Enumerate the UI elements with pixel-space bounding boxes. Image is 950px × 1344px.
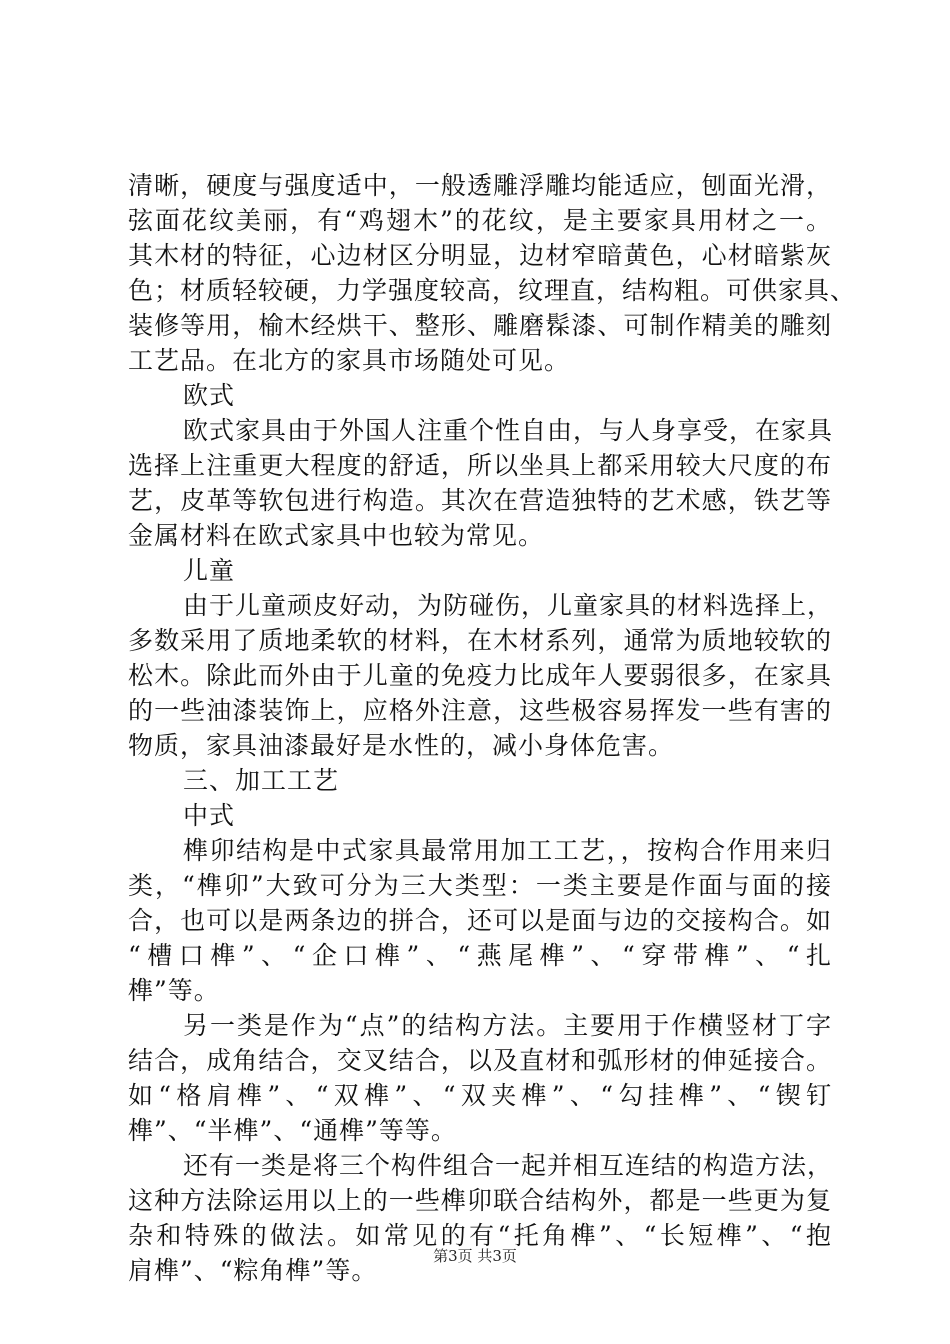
- text-line: 欧式家具由于外国人注重个性自由，与人身享受，在家具: [183, 416, 834, 445]
- section-heading: 中式: [183, 801, 236, 830]
- text-line: 榫卯结构是中式家具最常用加工工艺，，按构合作用来归: [183, 836, 832, 865]
- text-line: 物质，家具油漆最好是水性的，减小身体危害。: [128, 731, 675, 760]
- text-line: 清晰，硬度与强度适中，一般透雕浮雕均能适应，刨面光滑，: [128, 171, 832, 200]
- text-line: 选择上注重更大程度的舒适，所以坐具上都采用较大尺度的布: [128, 451, 832, 480]
- text-line: 另一类是作为“点”的结构方法。主要用于作横竖材丁字: [183, 1011, 832, 1040]
- text-line: 如“格肩榫”、“双榫”、“双夹榫”、“勾挂榫”、“锲钉: [128, 1081, 832, 1110]
- section-heading: 三、加工工艺: [183, 766, 340, 795]
- text-line: 合，也可以是两条边的拼合，还可以是面与边的交接构合。如: [128, 906, 832, 935]
- text-line: 其木材的特征，心边材区分明显，边材窄暗黄色，心材暗紫灰: [128, 241, 832, 270]
- section-heading: 儿童: [183, 556, 236, 585]
- page-footer: 第3页 共3页: [433, 1247, 517, 1265]
- text-line: 的一些油漆装饰上，应格外注意，这些极容易挥发一些有害的: [128, 696, 832, 725]
- text-line: 松木。除此而外由于儿童的免疫力比成年人要弱很多，在家具: [128, 661, 832, 690]
- text-line: 金属材料在欧式家具中也较为常见。: [128, 521, 545, 550]
- text-line: 装修等用，榆木经烘干、整形、雕磨髹漆、可制作精美的雕刻: [128, 311, 832, 340]
- text-line: 艺，皮革等软包进行构造。其次在营造独特的艺术感，铁艺等: [128, 486, 832, 515]
- text-line: 色；材质轻较硬，力学强度较高，纹理直，结构粗。可供家具、: [128, 276, 857, 305]
- section-heading: 欧式: [183, 381, 236, 410]
- text-line: 榫”等。: [128, 976, 220, 1005]
- text-line: 由于儿童顽皮好动，为防碰伤，儿童家具的材料选择上，: [183, 591, 834, 620]
- document-body: [128, 168, 857, 1288]
- text-line: “槽口榫”、“企口榫”、“燕尾榫”、“穿带榫”、“扎: [128, 941, 832, 970]
- text-line: 弦面花纹美丽，有“鸡翅木”的花纹，是主要家具用材之一。: [128, 206, 832, 235]
- text-line: 结合，成角结合，交叉结合，以及直材和弧形材的伸延接合。: [128, 1046, 832, 1075]
- text-line: 类，“榫卯”大致可分为三大类型：一类主要是作面与面的接: [128, 871, 832, 900]
- text-line: 还有一类是将三个构件组合一起并相互连结的构造方法，: [183, 1151, 834, 1180]
- text-line: 多数采用了质地柔软的材料，在木材系列，通常为质地较软的: [128, 626, 832, 655]
- text-line: 这种方法除运用以上的一些榫卯联合结构外，都是一些更为复: [128, 1186, 832, 1215]
- text-line: 榫”、“半榫”、“通榫”等等。: [128, 1116, 457, 1145]
- text-line: 杂和特殊的做法。如常见的有“托角榫”、“长短榫”、“抱: [128, 1221, 832, 1250]
- text-line: 肩榫”、“粽角榫”等。: [128, 1256, 378, 1285]
- text-line: 工艺品。在北方的家具市场随处可见。: [128, 346, 571, 375]
